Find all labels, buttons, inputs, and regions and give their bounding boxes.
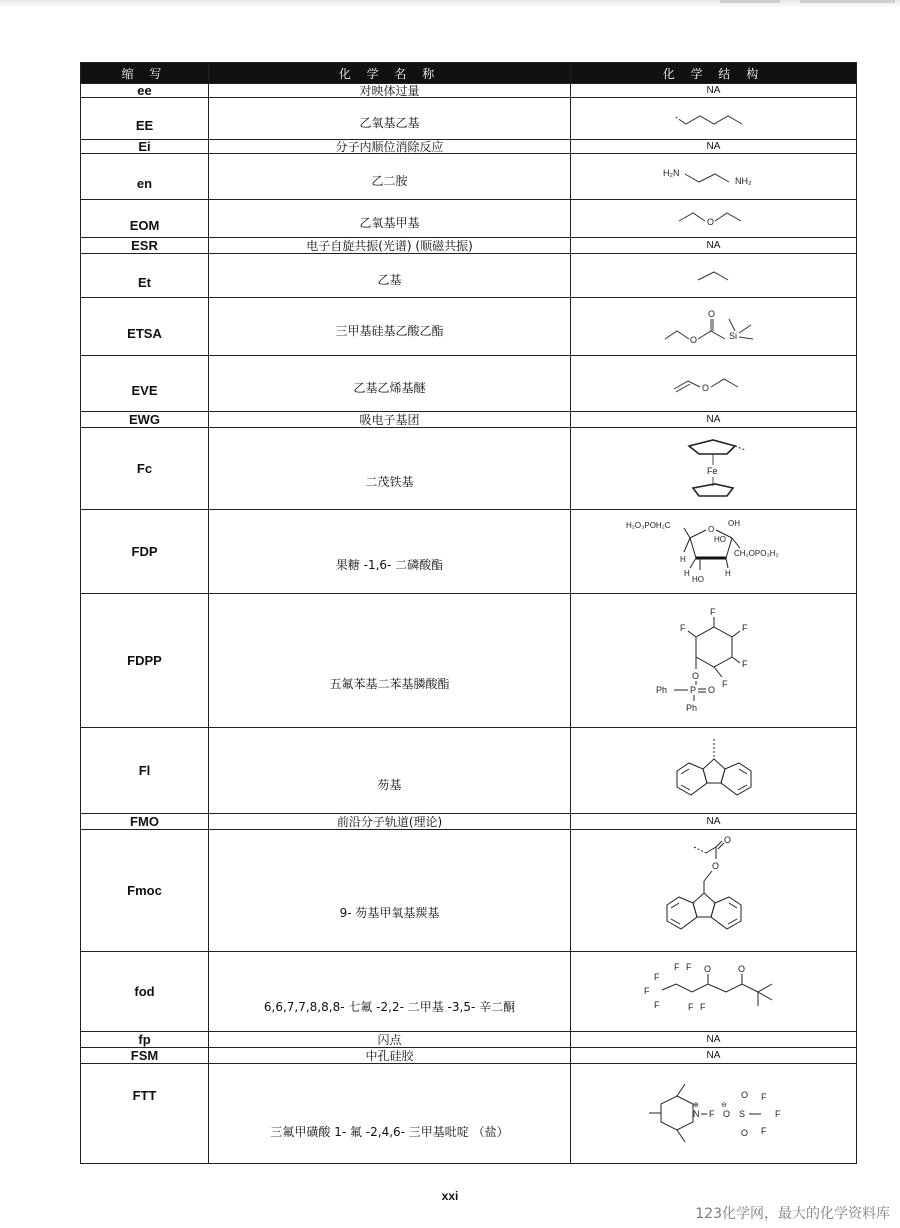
row-abbr: FDP [81, 510, 209, 594]
struct-label: O [707, 524, 714, 534]
row-abbr: Fmoc [81, 830, 209, 952]
table-row [81, 200, 857, 238]
row-name: 乙二胺 [371, 174, 408, 188]
table-row [81, 154, 857, 200]
row-structure [571, 728, 857, 814]
table-row [81, 428, 857, 510]
abbreviation-table [80, 62, 857, 1164]
struct-label: F [699, 1001, 705, 1012]
row-abbr: EE [135, 118, 154, 133]
struct-label: HO [713, 534, 726, 544]
fluorenyl-structure [659, 733, 769, 809]
row-name: 三氟甲磺酸 1- 氟 -2,4,6- 三甲基吡啶 （盐） [270, 1125, 509, 1139]
table-row [81, 1048, 857, 1064]
row-name: 乙基 [377, 273, 402, 287]
struct-label: F [679, 622, 685, 633]
struct-label: O [722, 1108, 730, 1119]
struct-label: CH₂OPO₃H₂ [733, 548, 779, 558]
ferrocenyl-structure [669, 434, 759, 504]
ethoxyethyl-structure [664, 104, 764, 134]
struct-label: F [774, 1108, 780, 1119]
header-structure: 化 学 结 构 [571, 63, 857, 84]
table-row [81, 1032, 857, 1048]
struct-label: O [706, 216, 714, 227]
struct-label: O [711, 860, 719, 871]
row-abbr: fp [81, 1032, 209, 1048]
row-abbr: Fc [81, 428, 209, 510]
row-name: 乙基乙烯基醚 [353, 381, 426, 395]
row-abbr: EWG [81, 412, 209, 428]
row-name: 对映体过量 [209, 84, 571, 98]
row-name: 电子自旋共振(光谱) (顺磁共振) [209, 238, 571, 254]
struct-label: P [689, 684, 696, 695]
row-structure [571, 200, 857, 238]
struct-label: Si [728, 330, 737, 341]
struct-label: O [689, 334, 697, 345]
row-structure [571, 1064, 857, 1164]
struct-label: O [707, 684, 715, 695]
struct-label: ⊖ [720, 1101, 727, 1109]
etsa-structure [659, 303, 769, 351]
row-abbr: FTT [132, 1087, 157, 1103]
table-row [81, 84, 857, 98]
fructose-bisphosphate-structure [624, 514, 804, 590]
row-structure: NA [571, 238, 857, 254]
table-row [81, 98, 857, 140]
struct-label: O [740, 1127, 748, 1138]
row-abbr: ee [81, 84, 209, 98]
fod-structure [634, 956, 794, 1028]
table-row [81, 1064, 857, 1164]
struct-label: F [673, 961, 679, 972]
row-abbr: en [136, 176, 153, 191]
struct-label: O [703, 963, 711, 974]
struct-label: O [740, 1089, 748, 1100]
row-abbr: Ei [81, 140, 209, 154]
row-structure [571, 952, 857, 1032]
table-row [81, 356, 857, 412]
row-name: 6,6,7,7,8,8,8- 七氟 -2,2- 二甲基 -3,5- 辛二酮 [263, 1000, 516, 1014]
row-name: 9- 芴基甲氧基羰基 [339, 906, 440, 920]
struct-label: F [653, 971, 659, 982]
struct-label: F [741, 658, 747, 669]
row-name: 中孔硅胶 [209, 1048, 571, 1064]
scan-edge [0, 0, 900, 8]
struct-label: F [709, 606, 715, 617]
ethyl-structure [684, 264, 744, 288]
table-row [81, 728, 857, 814]
row-name: 乙氧基甲基 [359, 216, 420, 230]
row-name: 分子内顺位消除反应 [209, 140, 571, 154]
table-row [81, 298, 857, 356]
row-structure [571, 98, 857, 140]
struct-label: O [691, 670, 699, 681]
struct-label: O [723, 834, 731, 845]
page-number: xxi [441, 1189, 459, 1203]
fdpp-structure [644, 601, 784, 721]
table-header-row [81, 63, 857, 84]
eve-structure [664, 369, 764, 399]
struct-label: O [701, 382, 709, 393]
struct-label: N [692, 1108, 699, 1119]
row-structure [571, 298, 857, 356]
struct-label: O [707, 308, 715, 319]
row-name: 果糖 -1,6- 二磷酸酯 [335, 558, 444, 572]
row-abbr: ETSA [127, 326, 162, 341]
struct-label: O [737, 963, 745, 974]
row-structure [571, 428, 857, 510]
struct-label: F [643, 985, 649, 996]
header-abbr: 缩 写 [81, 63, 209, 84]
struct-label: S [738, 1108, 745, 1119]
fmoc-structure [654, 833, 774, 949]
row-structure: NA [571, 1048, 857, 1064]
row-name: 前沿分子轨道(理论) [209, 814, 571, 830]
row-structure [571, 254, 857, 298]
table-row [81, 814, 857, 830]
row-abbr: FDPP [81, 594, 209, 728]
table-row [81, 140, 857, 154]
ethylenediamine-structure [659, 162, 769, 192]
row-abbr: Fl [81, 728, 209, 814]
struct-label: F [721, 678, 727, 689]
table-row [81, 952, 857, 1032]
row-structure [571, 356, 857, 412]
table-row [81, 510, 857, 594]
struct-label: F [741, 622, 747, 633]
struct-label: F [760, 1091, 766, 1102]
row-structure: NA [571, 814, 857, 830]
struct-label: F [653, 999, 659, 1010]
struct-label: ⊕ [692, 1101, 699, 1109]
struct-label: F [687, 1001, 693, 1012]
ethoxymethyl-structure [669, 205, 759, 233]
struct-label: H [724, 568, 731, 578]
ftt-structure [629, 1074, 799, 1154]
row-abbr: FSM [81, 1048, 209, 1064]
struct-label: F [760, 1125, 766, 1136]
row-name: 三甲基硅基乙酸乙酯 [335, 324, 444, 338]
struct-label: F [685, 961, 691, 972]
row-structure [571, 510, 857, 594]
row-structure: NA [571, 140, 857, 154]
table-row [81, 238, 857, 254]
struct-label: H₂N [662, 167, 679, 178]
row-structure [571, 594, 857, 728]
struct-label: Ph [685, 702, 697, 713]
row-structure: NA [571, 1032, 857, 1048]
struct-label: Fe [706, 465, 718, 476]
row-abbr: Et [138, 275, 151, 290]
row-name: 吸电子基团 [209, 412, 571, 428]
row-abbr: EVE [131, 383, 158, 398]
struct-label: F [708, 1108, 714, 1119]
row-name: 闪点 [209, 1032, 571, 1048]
table-row [81, 594, 857, 728]
row-structure [571, 154, 857, 200]
table-row [81, 254, 857, 298]
row-abbr: ESR [81, 238, 209, 254]
struct-label: HO [691, 574, 704, 584]
row-name: 二茂铁基 [365, 475, 414, 489]
row-structure: NA [571, 84, 857, 98]
row-abbr: FMO [81, 814, 209, 830]
struct-label: OH [727, 518, 740, 528]
struct-label: H [683, 568, 690, 578]
struct-label: H₂O₃POH₂C [625, 520, 671, 530]
row-name: 乙氧基乙基 [359, 116, 420, 130]
row-structure [571, 830, 857, 952]
row-structure: NA [571, 412, 857, 428]
header-name: 化 学 名 称 [209, 63, 571, 84]
row-name: 五氟苯基二苯基膦酸酯 [329, 677, 450, 691]
struct-label: NH₂ [734, 175, 751, 186]
struct-label: Ph [655, 684, 667, 695]
row-name: 芴基 [377, 778, 402, 792]
table-row [81, 830, 857, 952]
watermark: 123化学网，最大的化学资料库 [695, 1206, 890, 1222]
struct-label: H [679, 554, 686, 564]
row-abbr: fod [81, 952, 209, 1032]
row-abbr: EOM [129, 218, 160, 233]
table-row [81, 412, 857, 428]
